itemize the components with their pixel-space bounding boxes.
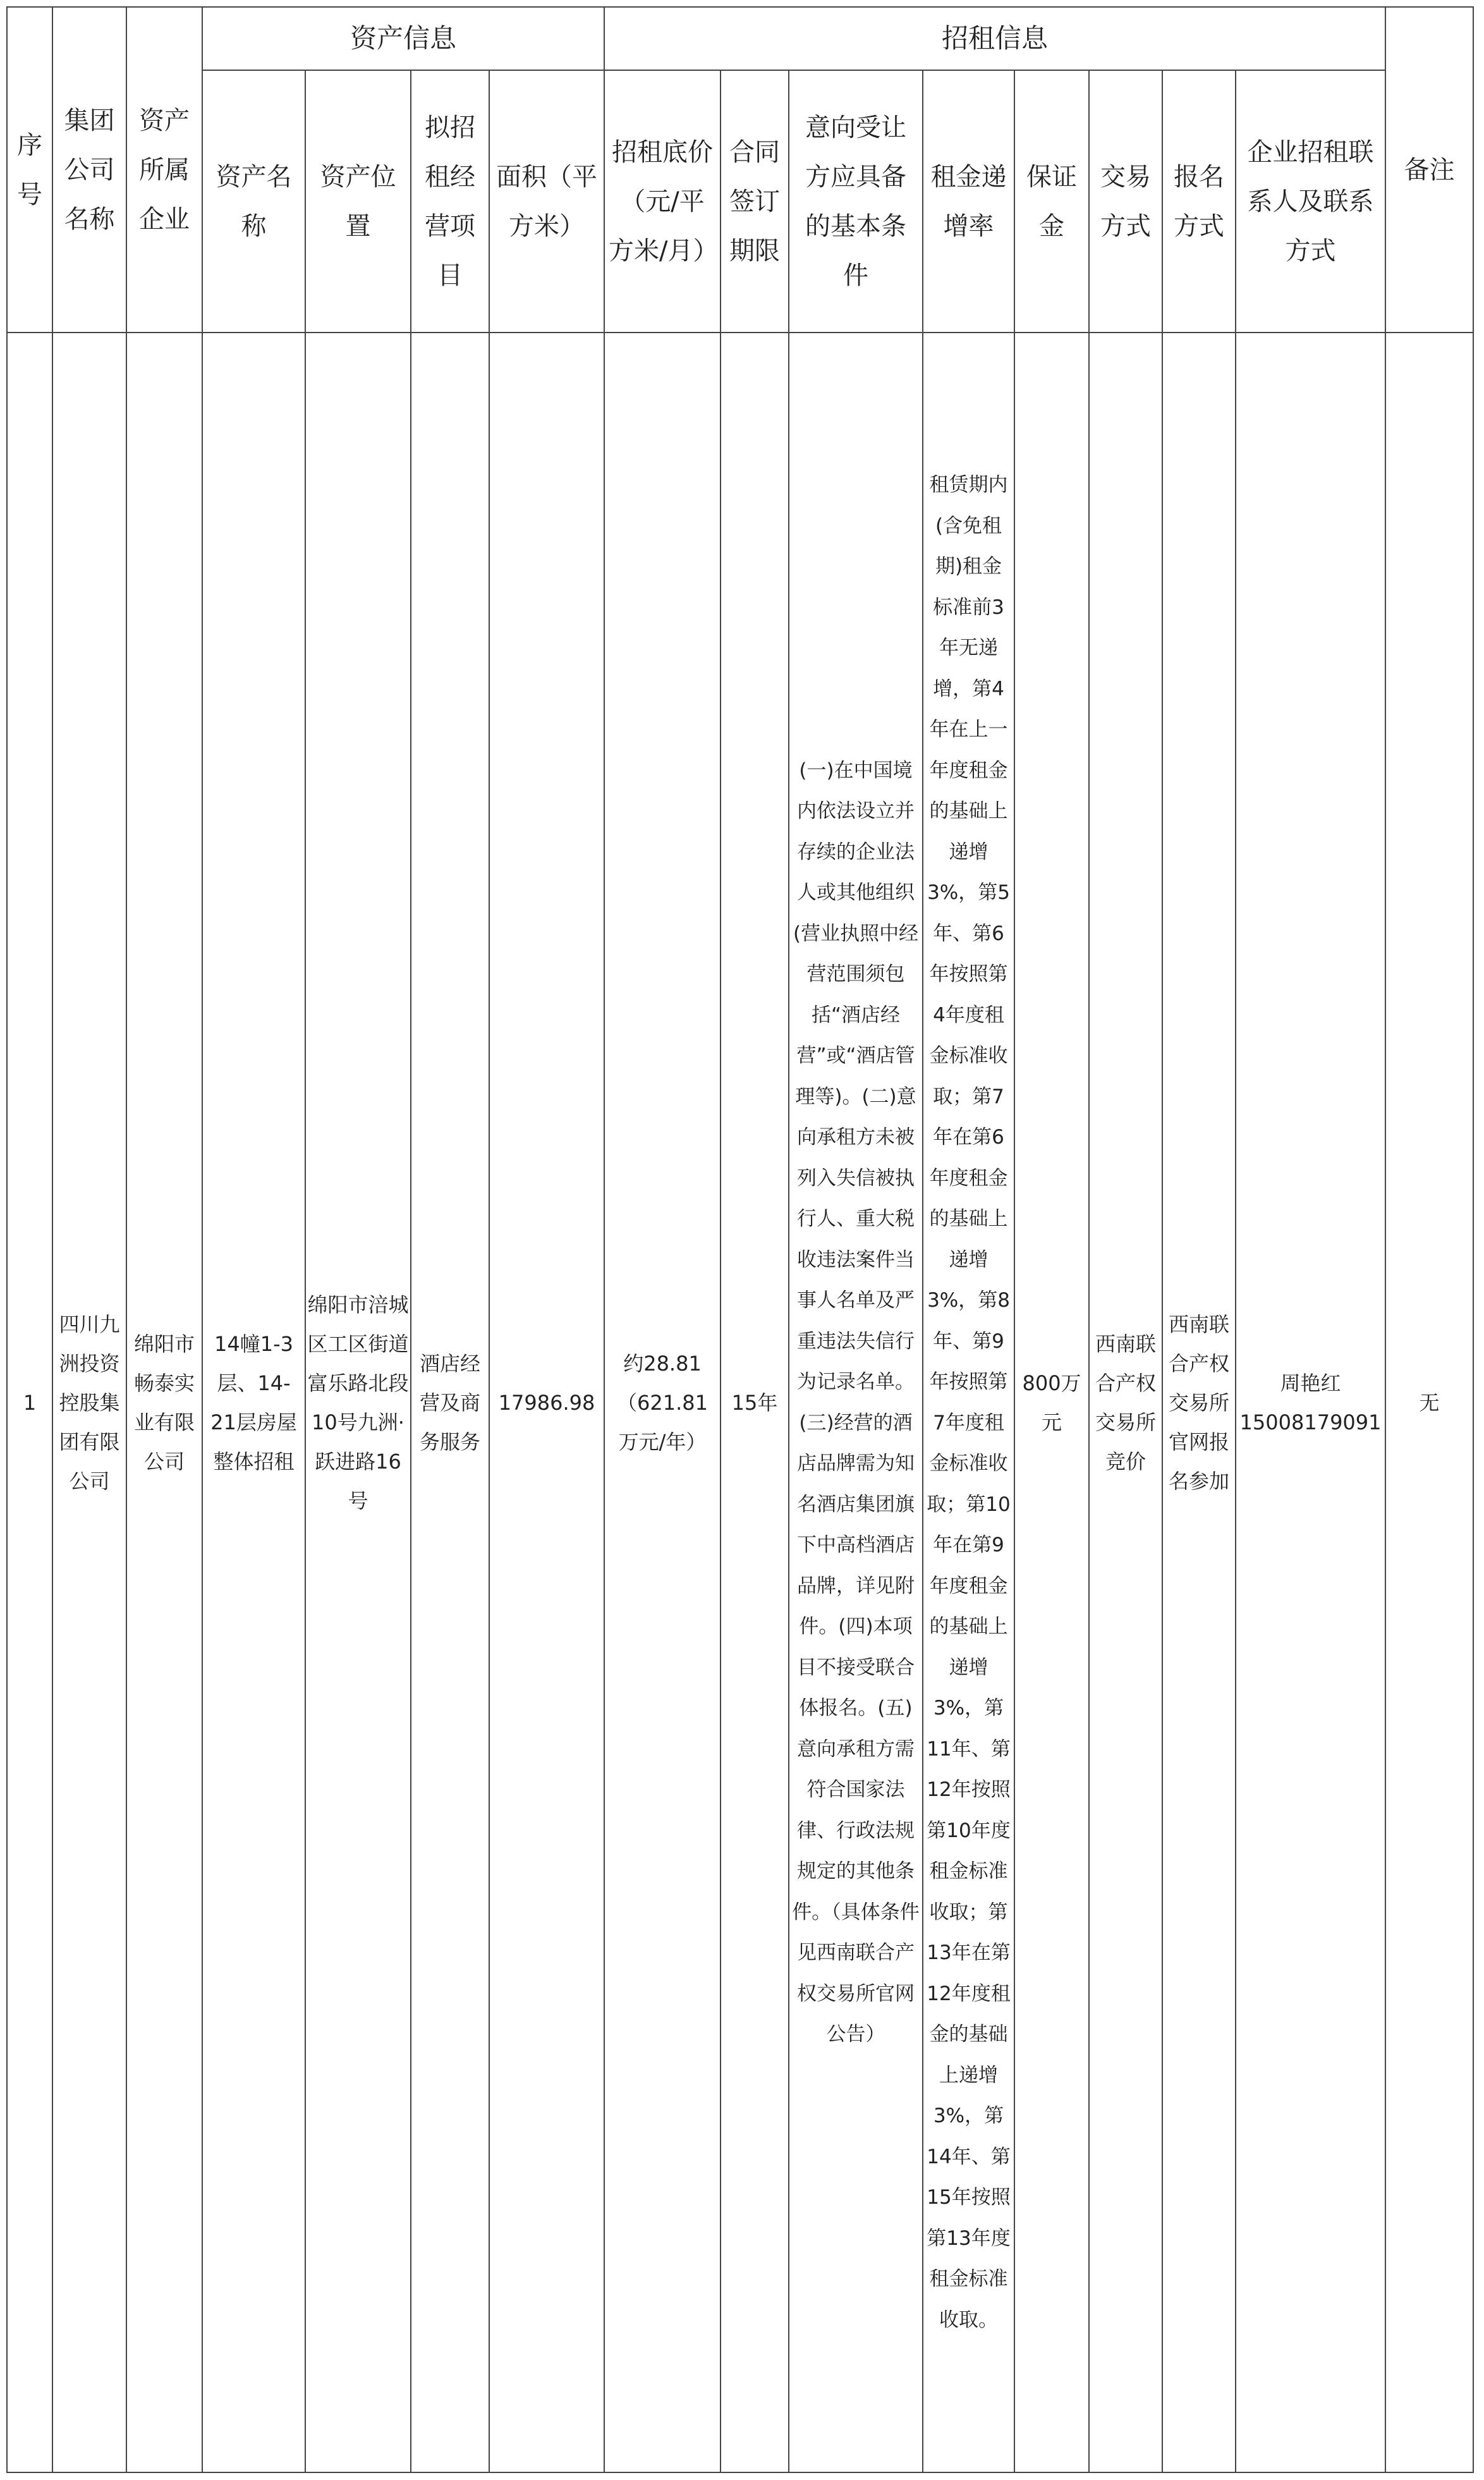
cell-trade-method: 西南联合产权交易所竞价 — [1089, 333, 1162, 2472]
cell-deposit: 800万元 — [1014, 333, 1089, 2472]
table-row — [7, 333, 1473, 2472]
header-signup-method: 报名方式 — [1162, 70, 1236, 333]
header-owner-company: 资产所属企业 — [126, 7, 202, 333]
contact-phone: 15008179091 — [1239, 1410, 1382, 1434]
header-rent-increase: 租金递增率 — [923, 70, 1014, 333]
cell-contact — [1236, 333, 1385, 2472]
lease-table-sheet — [6, 6, 1474, 2473]
cell-asset-location: 绵阳市涪城区工区街道富乐路北段10号九洲·跃进路16号 — [305, 333, 411, 2472]
header-contact: 企业招租联系人及联系方式 — [1236, 70, 1385, 333]
cell-business-item: 酒店经营及商务服务 — [411, 333, 489, 2472]
header-group-name: 集团公司名称 — [52, 7, 126, 333]
cell-asset-name: 14幢1-3层、14-21层房屋整体招租 — [202, 333, 305, 2472]
header-remarks: 备注 — [1385, 7, 1473, 333]
cell-signup-method: 西南联合产权交易所官网报名参加 — [1162, 333, 1236, 2472]
base-price-annual: （621.81万元/年） — [617, 1390, 708, 1454]
header-requirements: 意向受让方应具备的基本条件 — [789, 70, 923, 333]
cell-seq: 1 — [7, 333, 52, 2472]
lease-info-table — [6, 6, 1474, 2473]
header-base-price: 招租底价（元/平方米/月） — [604, 70, 721, 333]
header-area: 面积（平方米） — [489, 70, 604, 333]
cell-group-name: 四川九洲投资控股集团有限公司 — [52, 333, 126, 2472]
cell-rent-increase: 租赁期内(含免租期)租金标准前3年无递增，第4年在上一年度租金的基础上递增3%，第5年、第6年按照第4年度租金标准收取；第7年在第6年度租金的基础上递增3%，第8年、第9年按照第7年度租金标准收取；第10年在第9年度租金的基础上递增3%，第11年、第12年按照第10年度租金标准收取；第13年在第12年度租金的基础上递增3%，第14年、第15年按照第13年度租金标准收取。 — [923, 333, 1014, 2472]
cell-owner-company: 绵阳市畅泰实业有限公司 — [126, 333, 202, 2472]
header-seq: 序号 — [7, 7, 52, 333]
cell-remarks: 无 — [1385, 333, 1473, 2472]
cell-base-price — [604, 333, 721, 2472]
contact-name: 周艳红 — [1280, 1371, 1341, 1395]
header-asset-location: 资产位置 — [305, 70, 411, 333]
header-lease-info: 招租信息 — [604, 7, 1385, 70]
header-trade-method: 交易方式 — [1089, 70, 1162, 333]
base-price-value: 约28.81 — [623, 1351, 702, 1376]
cell-contract-term: 15年 — [721, 333, 789, 2472]
header-deposit: 保证金 — [1014, 70, 1089, 333]
header-asset-name: 资产名称 — [202, 70, 305, 333]
header-asset-info: 资产信息 — [202, 7, 604, 70]
header-business-item: 拟招租经营项目 — [411, 70, 489, 333]
cell-area: 17986.98 — [489, 333, 604, 2472]
cell-requirements: (一)在中国境内依法设立并存续的企业法人或其他组织(营业执照中经营范围须包括“酒店经营”或“酒店管理等)。(二)意向承租方未被列入失信被执行人、重大税收违法案件当事人名单及严重违法失信行为记录名单。(三)经营的酒店品牌需为知名酒店集团旗下中高档酒店品牌，详见附件。(四)本项目不接受联合体报名。(五)意向承租方需符合国家法律、行政法规规定的其他条件。（具体条件见西南联合产权交易所官网公告） — [789, 333, 923, 2472]
header-contract-term: 合同签订期限 — [721, 70, 789, 333]
